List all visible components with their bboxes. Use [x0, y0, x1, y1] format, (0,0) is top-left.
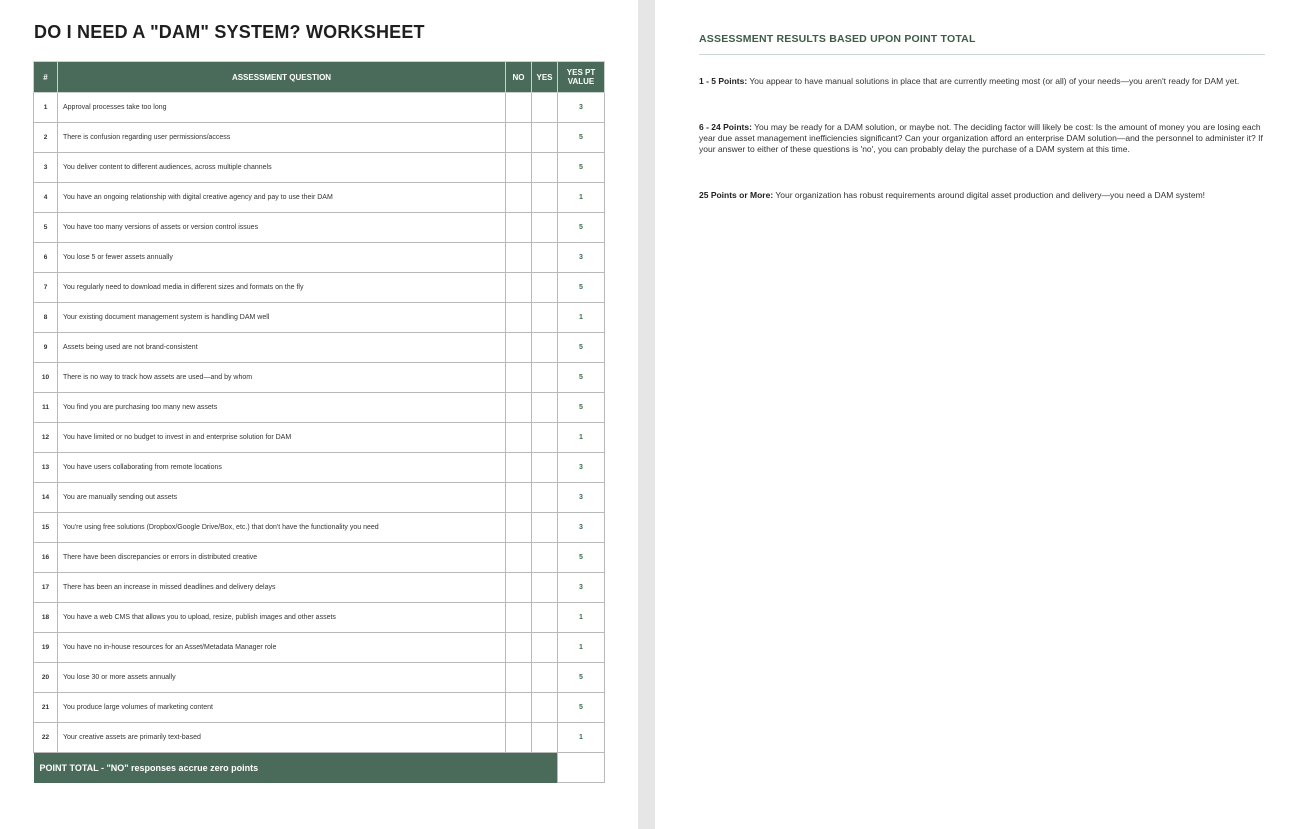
table-row — [34, 213, 605, 243]
row-number: 9 — [34, 333, 58, 363]
yes-cell[interactable] — [532, 483, 558, 513]
table-row — [34, 393, 605, 423]
yes-cell[interactable] — [532, 543, 558, 573]
header-value — [558, 62, 605, 93]
no-cell[interactable] — [506, 723, 532, 753]
result-range-2 — [699, 122, 1265, 155]
row-number: 10 — [34, 363, 58, 393]
row-value: 5 — [558, 693, 605, 723]
no-cell[interactable] — [506, 513, 532, 543]
no-cell[interactable] — [506, 183, 532, 213]
yes-cell[interactable] — [532, 633, 558, 663]
row-number: 19 — [34, 633, 58, 663]
no-cell[interactable] — [506, 93, 532, 123]
row-number: 12 — [34, 423, 58, 453]
row-value: 3 — [558, 453, 605, 483]
yes-cell[interactable] — [532, 363, 558, 393]
table-row — [34, 243, 605, 273]
row-question: You produce large volumes of marketing content — [58, 693, 506, 723]
yes-cell[interactable] — [532, 423, 558, 453]
table-row — [34, 603, 605, 633]
row-question: Your existing document management system is handling DAM well — [58, 303, 506, 333]
row-value: 1 — [558, 423, 605, 453]
row-question: There is confusion regarding user permissions/access — [58, 123, 506, 153]
yes-cell[interactable] — [532, 603, 558, 633]
table-row — [34, 513, 605, 543]
yes-cell[interactable] — [532, 333, 558, 363]
row-question: You have limited or no budget to invest in and enterprise solution for DAM — [58, 423, 506, 453]
row-question: You regularly need to download media in different sizes and formats on the fly — [58, 273, 506, 303]
yes-cell[interactable] — [532, 243, 558, 273]
row-value: 5 — [558, 153, 605, 183]
results-divider — [699, 54, 1265, 55]
yes-cell[interactable] — [532, 693, 558, 723]
row-value: 5 — [558, 333, 605, 363]
row-number: 4 — [34, 183, 58, 213]
row-number: 21 — [34, 693, 58, 723]
row-number: 15 — [34, 513, 58, 543]
row-question: You're using free solutions (Dropbox/Google Drive/Box, etc.) that don't have the functionality you need — [58, 513, 506, 543]
no-cell[interactable] — [506, 303, 532, 333]
no-cell[interactable] — [506, 603, 532, 633]
point-total-label — [34, 753, 558, 783]
results-page — [655, 0, 1300, 829]
header-no: NO — [506, 62, 532, 93]
row-value: 5 — [558, 663, 605, 693]
yes-cell[interactable] — [532, 303, 558, 333]
table-row — [34, 183, 605, 213]
yes-cell[interactable] — [532, 453, 558, 483]
row-question: You find you are purchasing too many new assets — [58, 393, 506, 423]
row-value: 3 — [558, 513, 605, 543]
no-cell[interactable] — [506, 633, 532, 663]
row-question: You have an ongoing relationship with digital creative agency and pay to use their DAM — [58, 183, 506, 213]
row-number: 2 — [34, 123, 58, 153]
yes-cell[interactable] — [532, 393, 558, 423]
header-value-line2: VALUE — [567, 77, 595, 86]
no-cell[interactable] — [506, 423, 532, 453]
assessment-table — [33, 61, 605, 783]
row-question: There is no way to track how assets are used—and by whom — [58, 363, 506, 393]
row-number: 8 — [34, 303, 58, 333]
row-number: 22 — [34, 723, 58, 753]
table-row — [34, 273, 605, 303]
row-number: 5 — [34, 213, 58, 243]
row-value: 3 — [558, 573, 605, 603]
row-value: 3 — [558, 243, 605, 273]
row-value: 3 — [558, 483, 605, 513]
row-value: 1 — [558, 183, 605, 213]
row-value: 5 — [558, 393, 605, 423]
no-cell[interactable] — [506, 693, 532, 723]
no-cell[interactable] — [506, 543, 532, 573]
table-row — [34, 363, 605, 393]
table-row — [34, 453, 605, 483]
no-cell[interactable] — [506, 273, 532, 303]
row-number: 14 — [34, 483, 58, 513]
header-question: ASSESSMENT QUESTION — [58, 62, 506, 93]
row-value: 5 — [558, 543, 605, 573]
result-range-label: 1 - 5 Points: — [699, 76, 748, 86]
no-cell[interactable] — [506, 153, 532, 183]
row-question: You have too many versions of assets or version control issues — [58, 213, 506, 243]
point-total-label-note: "NO" responses accrue zero points — [106, 762, 259, 773]
row-number: 18 — [34, 603, 58, 633]
point-total-field[interactable] — [558, 753, 605, 783]
row-number: 13 — [34, 453, 58, 483]
yes-cell[interactable] — [532, 273, 558, 303]
yes-cell[interactable] — [532, 723, 558, 753]
table-row — [34, 123, 605, 153]
no-cell[interactable] — [506, 333, 532, 363]
row-question: There have been discrepancies or errors in distributed creative — [58, 543, 506, 573]
row-value: 1 — [558, 633, 605, 663]
row-question: Approval processes take too long — [58, 93, 506, 123]
row-number: 11 — [34, 393, 58, 423]
row-value: 5 — [558, 363, 605, 393]
yes-cell[interactable] — [532, 213, 558, 243]
no-cell[interactable] — [506, 453, 532, 483]
row-number: 20 — [34, 663, 58, 693]
result-range-text: You appear to have manual solutions in place that are currently meeting most (or all) of your needs—you aren't ready for DAM yet. — [747, 76, 1240, 86]
no-cell[interactable] — [506, 483, 532, 513]
row-question: There has been an increase in missed deadlines and delivery delays — [58, 573, 506, 603]
row-number: 6 — [34, 243, 58, 273]
row-question: You lose 30 or more assets annually — [58, 663, 506, 693]
row-question: You have a web CMS that allows you to upload, resize, publish images and other assets — [58, 603, 506, 633]
row-number: 17 — [34, 573, 58, 603]
result-range-label: 6 - 24 Points: — [699, 122, 752, 132]
header-yes: YES — [532, 62, 558, 93]
row-question: You are manually sending out assets — [58, 483, 506, 513]
row-question: Your creative assets are primarily text-based — [58, 723, 506, 753]
table-row — [34, 483, 605, 513]
row-number: 3 — [34, 153, 58, 183]
point-total-row — [34, 753, 605, 783]
table-header-row — [34, 62, 605, 93]
result-range-3 — [699, 190, 1265, 201]
row-value: 1 — [558, 303, 605, 333]
no-cell[interactable] — [506, 663, 532, 693]
table-row — [34, 633, 605, 663]
table-row — [34, 693, 605, 723]
row-question: You deliver content to different audiences, across multiple channels — [58, 153, 506, 183]
table-row — [34, 93, 605, 123]
header-value-line1: YES PT — [566, 68, 596, 77]
no-cell[interactable] — [506, 573, 532, 603]
table-row — [34, 723, 605, 753]
worksheet-title: DO I NEED A "DAM" SYSTEM? WORKSHEET — [34, 22, 425, 42]
yes-cell[interactable] — [532, 93, 558, 123]
row-question: You have no in-house resources for an Asset/Metadata Manager role — [58, 633, 506, 663]
result-range-label: 25 Points or More: — [699, 190, 774, 200]
yes-cell[interactable] — [532, 663, 558, 693]
row-number: 1 — [34, 93, 58, 123]
header-number: # — [34, 62, 58, 93]
yes-cell[interactable] — [532, 153, 558, 183]
yes-cell[interactable] — [532, 513, 558, 543]
row-number: 7 — [34, 273, 58, 303]
row-number: 16 — [34, 543, 58, 573]
row-value: 5 — [558, 273, 605, 303]
no-cell[interactable] — [506, 243, 532, 273]
point-total-label-bold: POINT TOTAL - — [39, 762, 107, 773]
no-cell[interactable] — [506, 123, 532, 153]
worksheet-page — [0, 0, 638, 829]
row-value: 1 — [558, 603, 605, 633]
row-value: 5 — [558, 213, 605, 243]
table-row — [34, 663, 605, 693]
row-question: You lose 5 or fewer assets annually — [58, 243, 506, 273]
no-cell[interactable] — [506, 363, 532, 393]
row-value: 5 — [558, 123, 605, 153]
table-row — [34, 333, 605, 363]
result-range-1 — [699, 76, 1265, 87]
table-row — [34, 153, 605, 183]
row-question: You have users collaborating from remote locations — [58, 453, 506, 483]
no-cell[interactable] — [506, 213, 532, 243]
results-title: ASSESSMENT RESULTS BASED UPON POINT TOTAL — [699, 33, 976, 45]
result-range-text: You may be ready for a DAM solution, or maybe not. The deciding factor will likely be cost: Is the amount of money you are losing each year due asset management inefficiencies significant? Can your organization afford an enterprise DAM solution—and the personnel to administer it? If your answer to either of these questions is 'no', you can probably delay the purchase of a DAM system at this time. — [699, 122, 1263, 154]
yes-cell[interactable] — [532, 123, 558, 153]
yes-cell[interactable] — [532, 183, 558, 213]
table-row — [34, 543, 605, 573]
no-cell[interactable] — [506, 393, 532, 423]
result-range-text: Your organization has robust requirements around digital asset production and delivery—you need a DAM system! — [773, 190, 1206, 200]
table-row — [34, 423, 605, 453]
table-row — [34, 573, 605, 603]
table-row — [34, 303, 605, 333]
row-question: Assets being used are not brand-consistent — [58, 333, 506, 363]
row-value: 1 — [558, 723, 605, 753]
row-value: 3 — [558, 93, 605, 123]
yes-cell[interactable] — [532, 573, 558, 603]
